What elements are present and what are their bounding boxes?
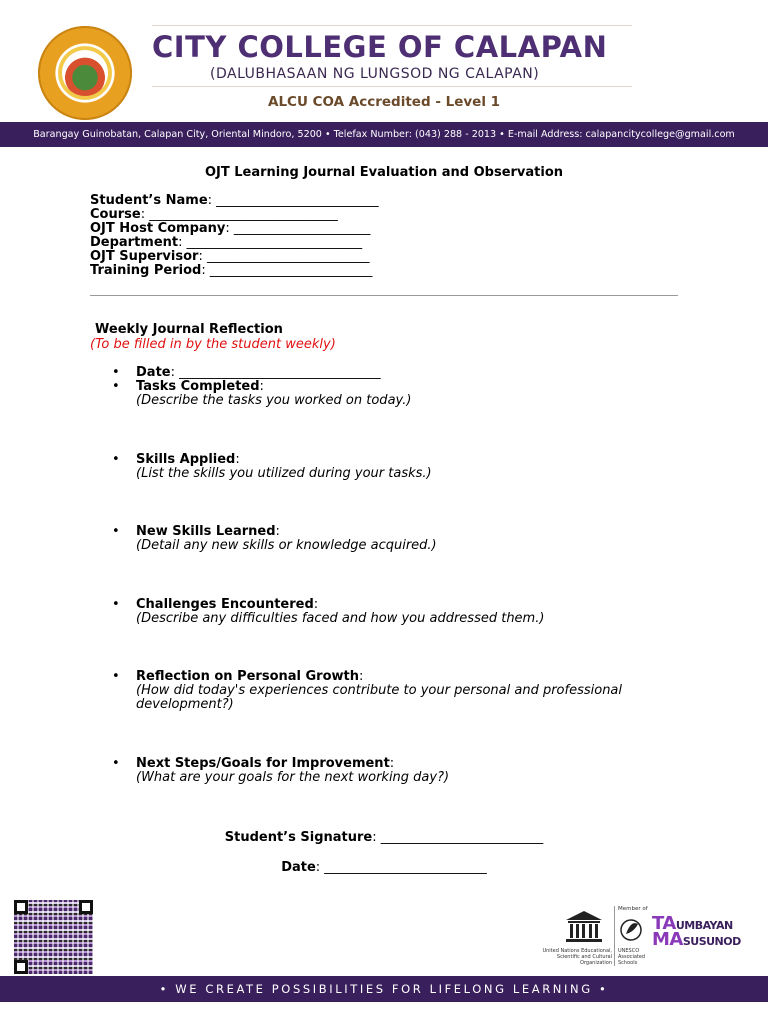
- field-line: : ___________________________: [178, 235, 363, 250]
- college-subtitle: (DALUBHASAAN NG LUNGSOD NG CALAPAN): [210, 66, 540, 82]
- bullet-icon: •: [112, 379, 120, 394]
- item-hint: (What are your goals for the next working day?): [136, 770, 450, 785]
- item-line: :: [313, 597, 319, 612]
- item-line: : _______________________________: [170, 365, 381, 380]
- header-top-rule: [152, 25, 632, 26]
- item-label: Reflection on Personal Growth: [136, 669, 360, 684]
- bullet-icon: •: [112, 524, 120, 539]
- field-label: Department: [90, 235, 179, 250]
- taumbayan-logo: [652, 913, 741, 950]
- signature-field[interactable]: [0, 830, 768, 845]
- date-label: Date: [281, 860, 316, 875]
- item-hint: (How did today's experiences contribute to your personal and professional development?): [136, 683, 623, 712]
- section-divider: [90, 295, 678, 296]
- bullet-icon: •: [112, 669, 120, 684]
- seal-emblem-icon: [62, 50, 108, 96]
- field-label: OJT Supervisor: [90, 249, 199, 264]
- tama-word: SUSUNOD: [682, 935, 741, 948]
- signature-date-field[interactable]: [0, 860, 768, 875]
- item-hint: (Describe the tasks you worked on today.): [136, 393, 412, 408]
- journal-section-note: (To be filled in by the student weekly): [90, 337, 336, 352]
- item-line: :: [259, 379, 264, 394]
- item-line: :: [359, 669, 364, 684]
- field-student-name[interactable]: [90, 194, 379, 208]
- item-label: Date: [136, 365, 171, 380]
- bullet-icon: •: [112, 452, 120, 467]
- item-label: New Skills Learned: [136, 524, 276, 539]
- aspnet-text: UNESCO Associated Schools: [618, 948, 646, 966]
- field-line: : _________________________: [198, 249, 370, 264]
- item-hint: (Describe any difficulties faced and how you addressed them.): [136, 611, 545, 626]
- student-info-fields: [90, 194, 379, 278]
- accreditation-text: ALCU COA Accredited - Level 1: [268, 94, 501, 110]
- form-title: OJT Learning Journal Evaluation and Observation: [204, 165, 564, 180]
- bullet-icon: •: [112, 365, 120, 380]
- qr-finder-icon: [79, 900, 93, 914]
- footer-divider: [614, 906, 615, 966]
- field-line: : _________________________: [201, 263, 373, 278]
- field-department[interactable]: [90, 236, 379, 250]
- tama-letters: MA: [652, 929, 683, 950]
- field-course[interactable]: [90, 208, 379, 222]
- bullet-icon: •: [112, 756, 120, 771]
- item-hint: (Detail any new skills or knowledge acquired.): [136, 538, 437, 553]
- address-band: Barangay Guinobatan, Calapan City, Oriental Mindoro, 5200 • Telefax Number: (043) 288 - 2013 • E-mail Address: calapancitycollege@gmail.com: [0, 122, 768, 147]
- field-line: : _____________________________: [140, 207, 338, 222]
- bullet-icon: •: [112, 597, 120, 612]
- field-supervisor[interactable]: [90, 250, 379, 264]
- field-label: OJT Host Company: [90, 221, 226, 236]
- date-line: : _________________________: [315, 860, 487, 875]
- item-hint: (List the skills you utilized during your tasks.): [136, 466, 432, 481]
- member-of-label: Member of: [618, 906, 648, 912]
- signature-line: : _________________________: [372, 830, 544, 845]
- item-line: :: [235, 452, 240, 467]
- unesco-temple-icon: [564, 910, 604, 944]
- item-label: Challenges Encountered: [136, 597, 314, 612]
- field-label: Student’s Name: [90, 193, 208, 208]
- tama-word: UMBAYAN: [675, 919, 733, 932]
- item-label: Tasks Completed: [136, 379, 260, 394]
- field-label: Course: [90, 207, 141, 222]
- unesco-text: United Nations Educational, Scientific and Cultural Organization: [542, 948, 612, 966]
- field-line: : _________________________: [207, 193, 379, 208]
- item-label: Skills Applied: [136, 452, 236, 467]
- qr-finder-icon: [14, 900, 28, 914]
- college-name: CITY COLLEGE OF CALAPAN: [152, 30, 608, 64]
- signature-label: Student’s Signature: [224, 830, 373, 845]
- field-host-company[interactable]: [90, 222, 379, 236]
- tagline-band: • WE CREATE POSSIBILITIES FOR LIFELONG LEARNING •: [0, 976, 768, 1002]
- field-label: Training Period: [90, 263, 202, 278]
- item-line: :: [389, 756, 395, 771]
- aspnet-leaf-icon: [618, 914, 644, 946]
- qr-finder-icon: [14, 960, 28, 974]
- item-label: Next Steps/Goals for Improvement: [136, 756, 390, 771]
- journal-section-title: Weekly Journal Reflection: [95, 322, 283, 337]
- field-training-period[interactable]: [90, 264, 379, 278]
- field-line: : _____________________: [225, 221, 371, 236]
- item-line: :: [275, 524, 280, 539]
- header-mid-rule: [152, 86, 632, 87]
- tama-letters: TA: [652, 913, 676, 934]
